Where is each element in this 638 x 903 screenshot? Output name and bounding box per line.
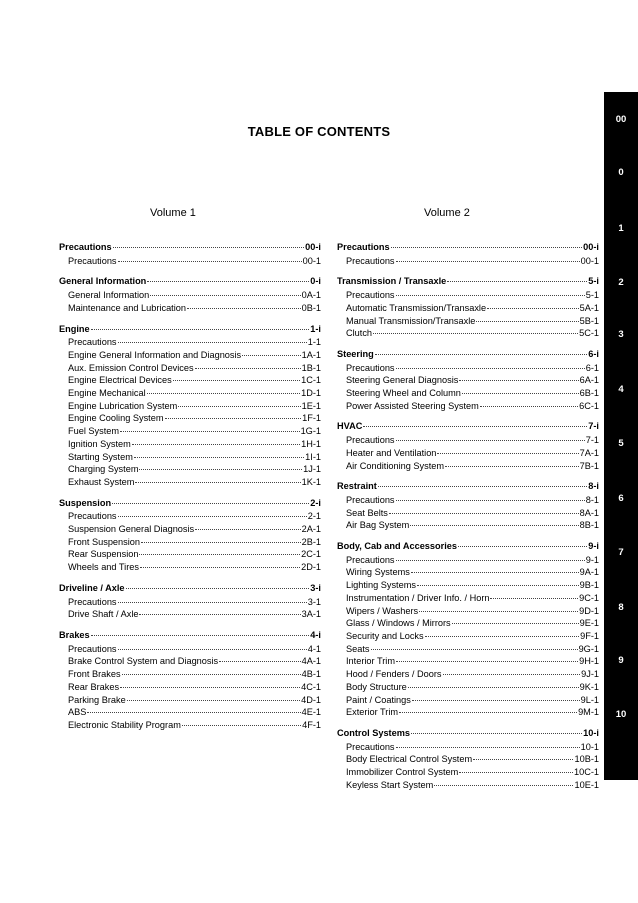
toc-entry-label: Body Structure bbox=[346, 681, 407, 692]
dot-leader bbox=[187, 299, 301, 309]
toc-entry-label: Automatic Transmission/Transaxle bbox=[346, 302, 487, 313]
dot-leader bbox=[139, 605, 300, 615]
toc-entry-page-number: 9F-1 bbox=[580, 630, 599, 641]
toc-section-heading-page-number: 5-i bbox=[588, 276, 599, 287]
dot-leader bbox=[443, 665, 581, 675]
toc-entry-label: Wheels and Tires bbox=[68, 562, 139, 573]
toc-entry-label: Clutch bbox=[346, 328, 373, 339]
toc-entry-label: Manual Transmission/Transaxle bbox=[346, 315, 476, 326]
toc-entry-label: Keyless Start System bbox=[346, 779, 434, 790]
dot-leader bbox=[459, 763, 573, 773]
section-tab[interactable]: 2 bbox=[618, 277, 624, 288]
toc-entry-label: Electronic Stability Program bbox=[68, 719, 181, 730]
toc-entry-page-number: 1C-1 bbox=[301, 375, 321, 386]
toc-section bbox=[337, 539, 599, 718]
dot-leader bbox=[178, 397, 300, 407]
toc-entry-label: Precautions bbox=[68, 511, 117, 522]
toc-entry-page-number: 5B-1 bbox=[579, 315, 599, 326]
toc-entry-label: Immobilizer Control System bbox=[346, 767, 459, 778]
toc-section-heading-page-number: 8-i bbox=[588, 481, 599, 492]
toc-entry-page-number: 2A-1 bbox=[301, 524, 321, 535]
toc-section-heading-page-number: 2-i bbox=[310, 497, 321, 508]
toc-entry-label: ABS bbox=[68, 707, 87, 718]
dot-leader bbox=[118, 252, 302, 262]
toc-section-heading-label: Brakes bbox=[59, 629, 90, 640]
toc-entry-label: Charging System bbox=[68, 464, 139, 475]
section-tab[interactable]: 6 bbox=[618, 493, 624, 504]
dot-leader bbox=[165, 409, 302, 419]
toc-entry[interactable] bbox=[59, 475, 321, 488]
section-tab[interactable]: 0 bbox=[618, 167, 624, 178]
dot-leader bbox=[447, 272, 587, 282]
toc-section-heading-page-number: 9-i bbox=[588, 541, 599, 552]
volume-2-heading: Volume 2 bbox=[424, 207, 470, 219]
toc-entry-label: Precautions bbox=[68, 596, 117, 607]
toc-entry[interactable] bbox=[337, 705, 599, 718]
toc-entry-label: Wipers / Washers bbox=[346, 605, 419, 616]
toc-section bbox=[59, 240, 321, 266]
toc-entry-label: Rear Suspension bbox=[68, 549, 139, 560]
toc-entry-page-number: 4D-1 bbox=[301, 694, 321, 705]
toc-entry-page-number: 4-1 bbox=[307, 643, 321, 654]
dot-leader bbox=[113, 238, 305, 248]
toc-entry-label: Glass / Windows / Mirrors bbox=[346, 618, 451, 629]
toc-section-heading-label: HVAC bbox=[337, 421, 363, 432]
toc-entry-page-number: 1H-1 bbox=[301, 438, 321, 449]
dot-leader bbox=[396, 652, 578, 662]
dot-leader bbox=[91, 320, 310, 330]
toc-section-heading-page-number: 10-i bbox=[583, 727, 599, 738]
dot-leader bbox=[219, 652, 300, 662]
toc-section-heading-label: Precautions bbox=[59, 242, 112, 252]
volume-2-toc bbox=[337, 240, 599, 798]
section-tab[interactable]: 3 bbox=[618, 329, 624, 340]
toc-entry-page-number: 9D-1 bbox=[579, 605, 599, 616]
toc-entry-label: Brake Control System and Diagnosis bbox=[68, 656, 219, 667]
toc-entry-label: Engine Lubrication System bbox=[68, 400, 178, 411]
toc-entry-label: Precautions bbox=[346, 255, 395, 266]
dot-leader bbox=[242, 346, 300, 356]
dot-leader bbox=[458, 537, 587, 547]
toc-entry-page-number: 1E-1 bbox=[301, 400, 321, 411]
toc-entry-label: Front Brakes bbox=[68, 669, 121, 680]
dot-leader bbox=[195, 520, 300, 530]
toc-entry-page-number: 9L-1 bbox=[580, 694, 599, 705]
toc-entry-label: Precautions bbox=[346, 741, 395, 752]
toc-entry-label: Exterior Trim bbox=[346, 707, 399, 718]
dot-leader bbox=[363, 417, 587, 427]
toc-section bbox=[59, 322, 321, 488]
toc-entry-page-number: 1A-1 bbox=[301, 349, 321, 360]
dot-leader bbox=[396, 738, 580, 748]
dot-leader bbox=[410, 516, 578, 526]
toc-entry-label: Heater and Ventilation bbox=[346, 447, 437, 458]
dot-leader bbox=[417, 576, 579, 586]
dot-leader bbox=[195, 359, 301, 369]
toc-entry-page-number: 9M-1 bbox=[578, 707, 599, 718]
dot-leader bbox=[150, 286, 300, 296]
toc-entry-label: Fuel System bbox=[68, 426, 120, 437]
dot-leader bbox=[127, 691, 300, 701]
dot-leader bbox=[120, 422, 300, 432]
toc-entry-page-number: 10E-1 bbox=[574, 779, 599, 790]
toc-entry-page-number: 1I-1 bbox=[305, 451, 321, 462]
dot-leader bbox=[389, 504, 579, 514]
volume-1-heading: Volume 1 bbox=[150, 207, 196, 219]
toc-entry-page-number: 9C-1 bbox=[579, 592, 599, 603]
dot-leader bbox=[396, 551, 585, 561]
toc-section-heading-page-number: 4-i bbox=[310, 629, 321, 640]
toc-entry-page-number: 1K-1 bbox=[301, 476, 321, 487]
toc-entry-page-number: 8A-1 bbox=[579, 507, 599, 518]
dot-leader bbox=[118, 640, 307, 650]
toc-section-heading-label: Steering bbox=[337, 348, 374, 359]
toc-section bbox=[337, 274, 599, 339]
toc-entry-page-number: 7A-1 bbox=[579, 447, 599, 458]
toc-section bbox=[337, 726, 599, 791]
toc-section bbox=[337, 240, 599, 266]
toc-entry[interactable] bbox=[337, 399, 599, 412]
toc-entry-label: Steering Wheel and Column bbox=[346, 388, 461, 399]
toc-entry-page-number: 9E-1 bbox=[579, 618, 599, 629]
toc-entry-page-number: 00-1 bbox=[580, 255, 599, 266]
toc-entry-page-number: 5C-1 bbox=[579, 328, 599, 339]
dot-leader bbox=[373, 324, 578, 334]
toc-entry[interactable] bbox=[59, 301, 321, 314]
dot-leader bbox=[139, 460, 302, 470]
toc-entry-label: Engine Electrical Devices bbox=[68, 375, 172, 386]
toc-entry-page-number: 9G-1 bbox=[578, 643, 599, 654]
toc-section-heading-page-number: 3-i bbox=[310, 582, 321, 593]
toc-section-heading-page-number: 0-i bbox=[310, 276, 321, 287]
toc-entry-page-number: 9A-1 bbox=[579, 567, 599, 578]
dot-leader bbox=[140, 558, 300, 568]
dot-leader bbox=[396, 431, 585, 441]
page-title: TABLE OF CONTENTS bbox=[247, 124, 391, 139]
toc-section-heading-page-number: 00-i bbox=[583, 242, 599, 252]
toc-entry-page-number: 9B-1 bbox=[579, 580, 599, 591]
dot-leader bbox=[411, 724, 582, 734]
dot-leader bbox=[490, 589, 578, 599]
dot-leader bbox=[412, 691, 580, 701]
toc-entry-page-number: 9K-1 bbox=[579, 681, 599, 692]
toc-entry-label: Drive Shaft / Axle bbox=[68, 609, 139, 620]
toc-section bbox=[59, 274, 321, 313]
toc-entry-label: Rear Brakes bbox=[68, 681, 120, 692]
toc-entry-label: Precautions bbox=[346, 494, 395, 505]
toc-entry-label: Seats bbox=[346, 643, 370, 654]
toc-entry-label: Precautions bbox=[346, 362, 395, 373]
dot-leader bbox=[459, 371, 578, 381]
toc-entry-label: Seat Belts bbox=[346, 507, 388, 518]
toc-entry-page-number: 4F-1 bbox=[302, 719, 321, 730]
toc-entry-page-number: 0B-1 bbox=[301, 302, 321, 313]
dot-leader bbox=[411, 563, 579, 573]
toc-entry-label: Engine General Information and Diagnosis bbox=[68, 349, 242, 360]
toc-entry-label: Precautions bbox=[346, 554, 395, 565]
toc-entry-page-number: 00-1 bbox=[302, 255, 321, 266]
dot-leader bbox=[141, 533, 301, 543]
toc-section bbox=[337, 347, 599, 412]
toc-entry[interactable] bbox=[337, 778, 599, 791]
toc-section bbox=[337, 419, 599, 471]
dot-leader bbox=[135, 473, 300, 483]
toc-entry-label: Body Electrical Control System bbox=[346, 754, 473, 765]
dot-leader bbox=[399, 703, 577, 713]
section-tab-strip bbox=[604, 92, 638, 780]
toc-entry-page-number: 4C-1 bbox=[301, 681, 321, 692]
toc-entry-label: Precautions bbox=[346, 290, 395, 301]
toc-entry-page-number: 4E-1 bbox=[301, 707, 321, 718]
dot-leader bbox=[391, 238, 583, 248]
dot-leader bbox=[173, 371, 300, 381]
toc-entry[interactable] bbox=[337, 326, 599, 339]
toc-section bbox=[59, 628, 321, 731]
dot-leader bbox=[91, 626, 310, 636]
toc-entry-label: Aux. Emission Control Devices bbox=[68, 362, 194, 373]
dot-leader bbox=[473, 750, 573, 760]
toc-entry-page-number: 8-1 bbox=[585, 494, 599, 505]
dot-leader bbox=[396, 491, 585, 501]
toc-entry-page-number: 1F-1 bbox=[302, 413, 321, 424]
toc-section-heading-label: General Information bbox=[59, 276, 147, 287]
toc-entry-page-number: 1J-1 bbox=[303, 464, 321, 475]
section-tab[interactable]: 9 bbox=[618, 655, 624, 666]
toc-entry-label: Front Suspension bbox=[68, 536, 141, 547]
dot-leader bbox=[126, 579, 310, 589]
dot-leader bbox=[476, 312, 578, 322]
toc-entry-label: Security and Locks bbox=[346, 630, 424, 641]
toc-section-heading-label: Control Systems bbox=[337, 727, 411, 738]
toc-entry-label: Engine Mechanical bbox=[68, 388, 146, 399]
toc-entry-label: Ignition System bbox=[68, 438, 131, 449]
toc-section-heading-page-number: 00-i bbox=[305, 242, 321, 252]
dot-leader bbox=[425, 627, 579, 637]
toc-entry-page-number: 5-1 bbox=[585, 290, 599, 301]
section-tab[interactable]: 7 bbox=[618, 547, 624, 558]
toc-entry-label: Air Bag System bbox=[346, 520, 410, 531]
toc-entry-label: Precautions bbox=[68, 643, 117, 654]
toc-entry-label: Lighting Systems bbox=[346, 580, 416, 591]
toc-entry-label: Precautions bbox=[68, 337, 117, 348]
toc-section bbox=[59, 581, 321, 620]
volume-1-toc bbox=[59, 240, 321, 739]
dot-leader bbox=[118, 507, 307, 517]
toc-section-heading-label: Transmission / Transaxle bbox=[337, 276, 447, 287]
toc-section-heading-label: Driveline / Axle bbox=[59, 582, 125, 593]
toc-entry-page-number: 7B-1 bbox=[579, 460, 599, 471]
toc-section-heading-page-number: 7-i bbox=[588, 421, 599, 432]
toc-entry-label: Engine Cooling System bbox=[68, 413, 164, 424]
dot-leader bbox=[419, 602, 578, 612]
toc-entry-label: Maintenance and Lubrication bbox=[68, 302, 186, 313]
dot-leader bbox=[122, 665, 301, 675]
toc-entry-page-number: 9H-1 bbox=[579, 656, 599, 667]
toc-entry-label: Instrumentation / Driver Info. / Horn bbox=[346, 592, 490, 603]
toc-entry-page-number: 1D-1 bbox=[301, 388, 321, 399]
toc-entry-page-number: 6A-1 bbox=[579, 375, 599, 386]
toc-section-heading-label: Body, Cab and Accessories bbox=[337, 541, 457, 552]
toc-entry-page-number: 10B-1 bbox=[574, 754, 599, 765]
dot-leader bbox=[118, 333, 307, 343]
toc-entry-page-number: 1B-1 bbox=[301, 362, 321, 373]
toc-entry-page-number: 10-1 bbox=[580, 741, 599, 752]
section-tab[interactable]: 5 bbox=[618, 438, 624, 449]
dot-leader bbox=[112, 494, 309, 504]
section-tab[interactable]: 4 bbox=[618, 384, 624, 395]
toc-entry-page-number: 1G-1 bbox=[300, 426, 321, 437]
toc-entry-page-number: 2-1 bbox=[307, 511, 321, 522]
dot-leader bbox=[480, 397, 578, 407]
toc-entry-page-number: 8B-1 bbox=[579, 520, 599, 531]
toc-entry-label: Precautions bbox=[68, 255, 117, 266]
dot-leader bbox=[139, 545, 300, 555]
toc-entry-page-number: 9-1 bbox=[585, 554, 599, 565]
toc-entry-page-number: 5A-1 bbox=[579, 302, 599, 313]
section-tab[interactable]: 1 bbox=[618, 223, 624, 234]
toc-entry[interactable] bbox=[337, 254, 599, 267]
dot-leader bbox=[396, 252, 580, 262]
toc-entry-page-number: 2B-1 bbox=[301, 536, 321, 547]
toc-entry-page-number: 6B-1 bbox=[579, 388, 599, 399]
toc-entry-label: Paint / Coatings bbox=[346, 694, 411, 705]
toc-entry-label: Steering General Diagnosis bbox=[346, 375, 459, 386]
toc-entry-label: Precautions bbox=[346, 435, 395, 446]
toc-entry-page-number: 9J-1 bbox=[581, 669, 599, 680]
dot-leader bbox=[132, 435, 300, 445]
dot-leader bbox=[182, 716, 301, 726]
dot-leader bbox=[134, 448, 304, 458]
toc-entry[interactable] bbox=[59, 254, 321, 267]
toc-entry-label: Starting System bbox=[68, 451, 133, 462]
toc-entry-page-number: 4B-1 bbox=[301, 669, 321, 680]
dot-leader bbox=[378, 477, 587, 487]
dot-leader bbox=[462, 384, 579, 394]
dot-leader bbox=[371, 640, 578, 650]
dot-leader bbox=[434, 776, 573, 786]
toc-entry-label: Interior Trim bbox=[346, 656, 396, 667]
section-tab[interactable]: 8 bbox=[618, 602, 624, 613]
toc-entry-label: Parking Brake bbox=[68, 694, 126, 705]
toc-entry-page-number: 1-1 bbox=[307, 337, 321, 348]
toc-entry-page-number: 2D-1 bbox=[301, 562, 321, 573]
toc-entry[interactable] bbox=[337, 518, 599, 531]
dot-leader bbox=[487, 299, 579, 309]
toc-entry-page-number: 6-1 bbox=[585, 362, 599, 373]
dot-leader bbox=[375, 345, 588, 355]
toc-entry[interactable] bbox=[59, 560, 321, 573]
toc-entry-label: Air Conditioning System bbox=[346, 460, 445, 471]
toc-entry[interactable] bbox=[337, 459, 599, 472]
dot-leader bbox=[118, 593, 307, 603]
toc-entry-page-number: 3A-1 bbox=[301, 609, 321, 620]
toc-entry-label: Suspension General Diagnosis bbox=[68, 524, 195, 535]
toc-entry-page-number: 7-1 bbox=[585, 435, 599, 446]
toc-section bbox=[337, 479, 599, 531]
toc-entry-label: Hood / Fenders / Doors bbox=[346, 669, 442, 680]
toc-section-heading-label: Restraint bbox=[337, 481, 377, 492]
toc-section-heading-label: Precautions bbox=[337, 242, 390, 252]
toc-section-heading-page-number: 1-i bbox=[310, 323, 321, 334]
toc-section-heading-label: Suspension bbox=[59, 497, 112, 508]
toc-entry-page-number: 6C-1 bbox=[579, 400, 599, 411]
toc-section-heading-page-number: 6-i bbox=[588, 348, 599, 359]
toc-section-heading-label: Engine bbox=[59, 323, 90, 334]
dot-leader bbox=[396, 359, 585, 369]
dot-leader bbox=[445, 457, 579, 467]
toc-entry[interactable] bbox=[59, 718, 321, 731]
dot-leader bbox=[408, 678, 579, 688]
toc-section bbox=[59, 496, 321, 573]
dot-leader bbox=[120, 678, 300, 688]
dot-leader bbox=[452, 614, 579, 624]
toc-entry[interactable] bbox=[59, 607, 321, 620]
toc-entry-label: Exhaust System bbox=[68, 476, 135, 487]
dot-leader bbox=[396, 286, 585, 296]
dot-leader bbox=[147, 384, 300, 394]
toc-entry-page-number: 0A-1 bbox=[301, 290, 321, 301]
section-tab[interactable]: 10 bbox=[615, 709, 627, 720]
toc-entry-label: Power Assisted Steering System bbox=[346, 400, 479, 411]
toc-entry-page-number: 4A-1 bbox=[301, 656, 321, 667]
toc-entry-page-number: 10C-1 bbox=[573, 767, 599, 778]
dot-leader bbox=[87, 703, 300, 713]
section-tab[interactable]: 00 bbox=[615, 114, 627, 125]
toc-entry-label: General Information bbox=[68, 290, 150, 301]
dot-leader bbox=[147, 272, 309, 282]
toc-entry-page-number: 3-1 bbox=[307, 596, 321, 607]
dot-leader bbox=[437, 444, 578, 454]
toc-entry-page-number: 2C-1 bbox=[301, 549, 321, 560]
toc-entry-label: Wiring Systems bbox=[346, 567, 410, 578]
